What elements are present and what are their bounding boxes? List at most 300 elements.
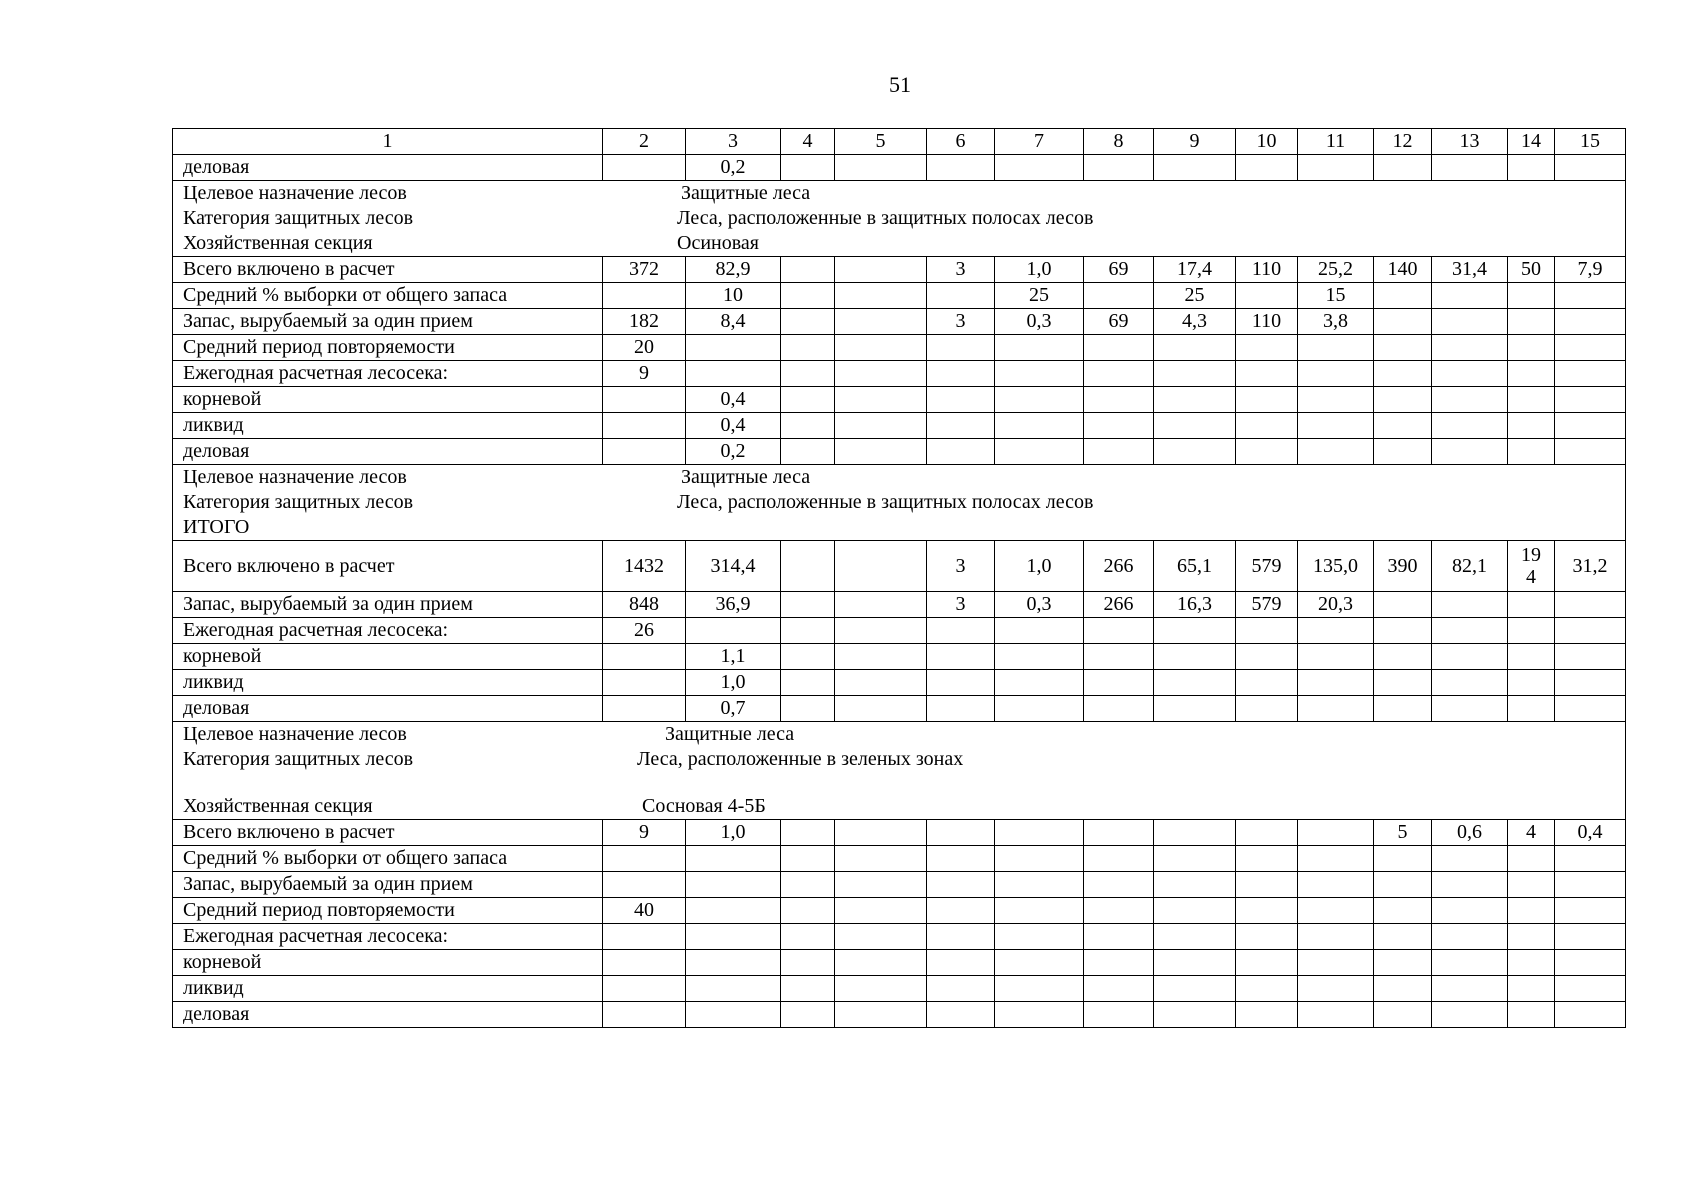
col-14-cell bbox=[1508, 541, 1555, 592]
col-11-cell bbox=[1298, 387, 1374, 413]
col-15-cell bbox=[1555, 644, 1626, 670]
col-2-cell bbox=[603, 976, 686, 1002]
data-row bbox=[173, 644, 1626, 670]
section-info-line bbox=[173, 794, 1625, 819]
col-9-cell bbox=[1154, 1002, 1236, 1028]
col-6-cell bbox=[927, 335, 995, 361]
col-13-cell bbox=[1432, 439, 1508, 465]
col-3-cell bbox=[686, 618, 781, 644]
row-label: Ежегодная расчетная лесосека: bbox=[173, 618, 603, 644]
col-8-cell bbox=[1084, 439, 1154, 465]
col-3-cell: 0,4 bbox=[686, 413, 781, 439]
col-2-cell bbox=[603, 696, 686, 722]
col-2-cell bbox=[603, 846, 686, 872]
col-6-cell bbox=[927, 872, 995, 898]
col-4-cell bbox=[781, 439, 835, 465]
col-9-cell: 4,3 bbox=[1154, 309, 1236, 335]
col-10-cell bbox=[1236, 696, 1298, 722]
col-14-cell bbox=[1508, 335, 1555, 361]
col-3-cell bbox=[686, 335, 781, 361]
col-8-cell bbox=[1084, 618, 1154, 644]
col-8-cell: 266 bbox=[1084, 541, 1154, 592]
col-7-cell bbox=[995, 155, 1084, 181]
col-10-cell: 110 bbox=[1236, 257, 1298, 283]
column-header-5: 5 bbox=[835, 129, 927, 155]
data-row bbox=[173, 155, 1626, 181]
col-3-cell: 10 bbox=[686, 283, 781, 309]
col-14-cell bbox=[1508, 1002, 1555, 1028]
column-header-3: 3 bbox=[686, 129, 781, 155]
section-info-line bbox=[173, 465, 1625, 490]
col-12-cell bbox=[1374, 644, 1432, 670]
col-5-cell bbox=[835, 541, 927, 592]
col-4-cell bbox=[781, 618, 835, 644]
col-7-cell bbox=[995, 618, 1084, 644]
col-14-cell bbox=[1508, 644, 1555, 670]
col-4-cell bbox=[781, 846, 835, 872]
col-14-cell: 50 bbox=[1508, 257, 1555, 283]
section-info-label: Хозяйственная секция bbox=[183, 232, 373, 254]
col-15-cell bbox=[1555, 696, 1626, 722]
section-info-value: Леса, расположенные в защитных полосах лесов bbox=[677, 491, 1094, 513]
col-3-cell bbox=[686, 898, 781, 924]
col-4-cell bbox=[781, 950, 835, 976]
col-14-cell bbox=[1508, 309, 1555, 335]
col-5-cell bbox=[835, 361, 927, 387]
col-15-cell bbox=[1555, 413, 1626, 439]
col-15-cell: 31,2 bbox=[1555, 541, 1626, 592]
section-info-line bbox=[173, 490, 1625, 515]
col-5-cell bbox=[835, 872, 927, 898]
column-header-1: 1 bbox=[173, 129, 603, 155]
col-8-cell bbox=[1084, 820, 1154, 846]
col-15-cell bbox=[1555, 592, 1626, 618]
col-12-cell bbox=[1374, 950, 1432, 976]
col-13-cell bbox=[1432, 696, 1508, 722]
column-header-13: 13 bbox=[1432, 129, 1508, 155]
section-info-line bbox=[173, 231, 1625, 256]
col-10-cell bbox=[1236, 618, 1298, 644]
col-14-cell bbox=[1508, 361, 1555, 387]
col-12-cell bbox=[1374, 155, 1432, 181]
col-9-cell bbox=[1154, 898, 1236, 924]
col-8-cell bbox=[1084, 361, 1154, 387]
section-info-row bbox=[173, 465, 1626, 541]
col-13-cell: 82,1 bbox=[1432, 541, 1508, 592]
col-11-cell bbox=[1298, 439, 1374, 465]
row-label: Средний период повторяемости bbox=[173, 335, 603, 361]
col-15-cell bbox=[1555, 618, 1626, 644]
col-3-cell bbox=[686, 846, 781, 872]
row-label: Запас, вырубаемый за один прием bbox=[173, 872, 603, 898]
col-8-cell bbox=[1084, 696, 1154, 722]
col-3-cell bbox=[686, 361, 781, 387]
col-9-cell bbox=[1154, 820, 1236, 846]
col-13-cell bbox=[1432, 976, 1508, 1002]
col-10-cell bbox=[1236, 820, 1298, 846]
col-7-cell: 25 bbox=[995, 283, 1084, 309]
data-row bbox=[173, 696, 1626, 722]
col-5-cell bbox=[835, 387, 927, 413]
col-5-cell bbox=[835, 846, 927, 872]
col-7-cell bbox=[995, 950, 1084, 976]
col-4-cell bbox=[781, 1002, 835, 1028]
col-12-cell bbox=[1374, 696, 1432, 722]
col-11-cell bbox=[1298, 696, 1374, 722]
col-9-cell bbox=[1154, 155, 1236, 181]
row-label: Запас, вырубаемый за один прием bbox=[173, 592, 603, 618]
col-6-cell bbox=[927, 898, 995, 924]
col-6-cell bbox=[927, 155, 995, 181]
col-7-cell: 1,0 bbox=[995, 257, 1084, 283]
col-4-cell bbox=[781, 335, 835, 361]
column-header-4: 4 bbox=[781, 129, 835, 155]
col-13-cell: 0,6 bbox=[1432, 820, 1508, 846]
col-2-cell: 9 bbox=[603, 820, 686, 846]
col-11-cell bbox=[1298, 644, 1374, 670]
col-6-cell bbox=[927, 846, 995, 872]
row-label: Средний период повторяемости bbox=[173, 898, 603, 924]
col-14-cell bbox=[1508, 924, 1555, 950]
col-10-cell bbox=[1236, 155, 1298, 181]
col-8-cell: 266 bbox=[1084, 592, 1154, 618]
col-12-cell bbox=[1374, 335, 1432, 361]
col-11-cell bbox=[1298, 950, 1374, 976]
col-10-cell bbox=[1236, 1002, 1298, 1028]
column-header-8: 8 bbox=[1084, 129, 1154, 155]
col-9-cell bbox=[1154, 976, 1236, 1002]
col-5-cell bbox=[835, 439, 927, 465]
col-6-cell bbox=[927, 644, 995, 670]
col-11-cell: 3,8 bbox=[1298, 309, 1374, 335]
col-6-cell bbox=[927, 976, 995, 1002]
column-header-7: 7 bbox=[995, 129, 1084, 155]
col-8-cell bbox=[1084, 1002, 1154, 1028]
data-row bbox=[173, 335, 1626, 361]
section-info-cell bbox=[173, 181, 1626, 257]
col-15-cell bbox=[1555, 670, 1626, 696]
section-info-label: Целевое назначение лесов bbox=[183, 466, 407, 488]
col-12-cell bbox=[1374, 670, 1432, 696]
col-15-cell bbox=[1555, 950, 1626, 976]
column-header-15: 15 bbox=[1555, 129, 1626, 155]
row-label: Ежегодная расчетная лесосека: bbox=[173, 361, 603, 387]
col-10-cell bbox=[1236, 846, 1298, 872]
data-row bbox=[173, 950, 1626, 976]
col-2-cell bbox=[603, 670, 686, 696]
col-15-cell bbox=[1555, 846, 1626, 872]
row-label: деловая bbox=[173, 155, 603, 181]
col-3-cell: 0,2 bbox=[686, 439, 781, 465]
section-info-label: Целевое назначение лесов bbox=[183, 723, 407, 745]
section-info-label: Хозяйственная секция bbox=[183, 795, 373, 817]
data-row bbox=[173, 387, 1626, 413]
data-row bbox=[173, 976, 1626, 1002]
col-9-cell bbox=[1154, 924, 1236, 950]
section-info-row bbox=[173, 181, 1626, 257]
col-6-cell bbox=[927, 283, 995, 309]
column-header-6: 6 bbox=[927, 129, 995, 155]
col-10-cell: 579 bbox=[1236, 541, 1298, 592]
row-label: Ежегодная расчетная лесосека: bbox=[173, 924, 603, 950]
col-10-cell bbox=[1236, 644, 1298, 670]
col-4-cell bbox=[781, 976, 835, 1002]
column-header-10: 10 bbox=[1236, 129, 1298, 155]
col-13-cell bbox=[1432, 309, 1508, 335]
col-3-cell bbox=[686, 1002, 781, 1028]
data-row bbox=[173, 872, 1626, 898]
col-3-cell: 36,9 bbox=[686, 592, 781, 618]
col-15-cell bbox=[1555, 976, 1626, 1002]
data-row bbox=[173, 541, 1626, 592]
col-8-cell bbox=[1084, 872, 1154, 898]
col-2-cell bbox=[603, 950, 686, 976]
col-11-cell bbox=[1298, 618, 1374, 644]
row-label: Запас, вырубаемый за один прием bbox=[173, 309, 603, 335]
page-number: 51 bbox=[889, 72, 911, 97]
col-2-cell: 26 bbox=[603, 618, 686, 644]
col-5-cell bbox=[835, 820, 927, 846]
col-5-cell bbox=[835, 413, 927, 439]
data-row bbox=[173, 820, 1626, 846]
col-7-cell bbox=[995, 439, 1084, 465]
col-3-cell: 8,4 bbox=[686, 309, 781, 335]
col-11-cell: 135,0 bbox=[1298, 541, 1374, 592]
col-13-cell bbox=[1432, 283, 1508, 309]
col-10-cell bbox=[1236, 387, 1298, 413]
col-5-cell bbox=[835, 696, 927, 722]
row-label: ликвид bbox=[173, 670, 603, 696]
row-label: деловая bbox=[173, 1002, 603, 1028]
row-label: ликвид bbox=[173, 413, 603, 439]
col-2-cell bbox=[603, 439, 686, 465]
col-2-cell: 182 bbox=[603, 309, 686, 335]
col-4-cell bbox=[781, 361, 835, 387]
data-row bbox=[173, 1002, 1626, 1028]
col-13-cell bbox=[1432, 872, 1508, 898]
col-6-cell bbox=[927, 950, 995, 976]
col-12-cell bbox=[1374, 618, 1432, 644]
col-2-cell: 20 bbox=[603, 335, 686, 361]
col-7-cell: 1,0 bbox=[995, 541, 1084, 592]
col-2-cell bbox=[603, 924, 686, 950]
col-12-cell bbox=[1374, 592, 1432, 618]
col-13-cell bbox=[1432, 335, 1508, 361]
col-8-cell bbox=[1084, 283, 1154, 309]
col-13-cell bbox=[1432, 846, 1508, 872]
forest-calculation-table bbox=[172, 128, 1626, 1028]
col-9-cell bbox=[1154, 846, 1236, 872]
column-header-2: 2 bbox=[603, 129, 686, 155]
section-info-value: Осиновая bbox=[677, 232, 759, 254]
section-info-value: Защитные леса bbox=[681, 182, 811, 204]
row-label: корневой bbox=[173, 950, 603, 976]
col-9-cell: 65,1 bbox=[1154, 541, 1236, 592]
col-8-cell bbox=[1084, 976, 1154, 1002]
data-row bbox=[173, 670, 1626, 696]
col-5-cell bbox=[835, 618, 927, 644]
col-4-cell bbox=[781, 924, 835, 950]
col-15-cell bbox=[1555, 155, 1626, 181]
section-info-label: Категория защитных лесов bbox=[183, 748, 414, 770]
column-header-11: 11 bbox=[1298, 129, 1374, 155]
col-2-cell bbox=[603, 283, 686, 309]
col-2-cell: 848 bbox=[603, 592, 686, 618]
col-12-cell bbox=[1374, 1002, 1432, 1028]
section-info-cell bbox=[173, 722, 1626, 820]
col-4-cell bbox=[781, 696, 835, 722]
col-8-cell bbox=[1084, 670, 1154, 696]
col-14-cell bbox=[1508, 439, 1555, 465]
col-4-cell bbox=[781, 670, 835, 696]
col-7-cell bbox=[995, 846, 1084, 872]
col-11-cell bbox=[1298, 846, 1374, 872]
data-row bbox=[173, 924, 1626, 950]
col-14-cell bbox=[1508, 283, 1555, 309]
col-8-cell bbox=[1084, 155, 1154, 181]
col-4-cell bbox=[781, 155, 835, 181]
col-10-cell bbox=[1236, 361, 1298, 387]
col-9-cell: 16,3 bbox=[1154, 592, 1236, 618]
col-14-cell bbox=[1508, 872, 1555, 898]
col-15-cell bbox=[1555, 872, 1626, 898]
col-2-cell: 40 bbox=[603, 898, 686, 924]
col-7-cell: 0,3 bbox=[995, 309, 1084, 335]
section-info-line bbox=[173, 181, 1625, 206]
col-3-cell: 82,9 bbox=[686, 257, 781, 283]
col-15-cell bbox=[1555, 361, 1626, 387]
col-11-cell: 20,3 bbox=[1298, 592, 1374, 618]
col-11-cell bbox=[1298, 1002, 1374, 1028]
data-row bbox=[173, 618, 1626, 644]
col-12-cell bbox=[1374, 387, 1432, 413]
row-label: корневой bbox=[173, 387, 603, 413]
col-2-cell: 372 bbox=[603, 257, 686, 283]
col-2-cell bbox=[603, 387, 686, 413]
col-10-cell: 579 bbox=[1236, 592, 1298, 618]
col-9-cell bbox=[1154, 387, 1236, 413]
col-5-cell bbox=[835, 257, 927, 283]
section-info-line bbox=[173, 772, 1625, 794]
col-14-cell bbox=[1508, 670, 1555, 696]
col-7-cell bbox=[995, 872, 1084, 898]
col-8-cell bbox=[1084, 335, 1154, 361]
col-6-cell bbox=[927, 670, 995, 696]
col-13-cell bbox=[1432, 644, 1508, 670]
row-label: Средний % выборки от общего запаса bbox=[173, 846, 603, 872]
col-6-cell bbox=[927, 924, 995, 950]
col-11-cell bbox=[1298, 670, 1374, 696]
col-12-cell bbox=[1374, 924, 1432, 950]
data-row bbox=[173, 846, 1626, 872]
column-header-9: 9 bbox=[1154, 129, 1236, 155]
col-4-cell bbox=[781, 898, 835, 924]
section-info-line bbox=[173, 722, 1625, 747]
col-10-cell bbox=[1236, 670, 1298, 696]
col-10-cell bbox=[1236, 413, 1298, 439]
column-header-12: 12 bbox=[1374, 129, 1432, 155]
col-3-cell: 1,0 bbox=[686, 670, 781, 696]
col-14-cell bbox=[1508, 387, 1555, 413]
col-5-cell bbox=[835, 976, 927, 1002]
col-11-cell bbox=[1298, 413, 1374, 439]
col-15-cell: 0,4 bbox=[1555, 820, 1626, 846]
col-2-cell: 1432 bbox=[603, 541, 686, 592]
col-3-cell bbox=[686, 872, 781, 898]
col-4-cell bbox=[781, 820, 835, 846]
row-label: деловая bbox=[173, 439, 603, 465]
col-12-cell bbox=[1374, 439, 1432, 465]
col-12-cell: 390 bbox=[1374, 541, 1432, 592]
col-8-cell bbox=[1084, 644, 1154, 670]
col-6-cell bbox=[927, 413, 995, 439]
col-12-cell bbox=[1374, 976, 1432, 1002]
col-7-cell bbox=[995, 335, 1084, 361]
value-part: 19 bbox=[1521, 544, 1541, 566]
col-9-cell bbox=[1154, 644, 1236, 670]
col-14-cell: 4 bbox=[1508, 820, 1555, 846]
col-6-cell: 3 bbox=[927, 592, 995, 618]
col-9-cell bbox=[1154, 618, 1236, 644]
col-4-cell bbox=[781, 872, 835, 898]
value-part: 4 bbox=[1526, 566, 1536, 588]
col-5-cell bbox=[835, 335, 927, 361]
col-6-cell bbox=[927, 696, 995, 722]
col-11-cell bbox=[1298, 335, 1374, 361]
col-7-cell bbox=[995, 644, 1084, 670]
col-4-cell bbox=[781, 644, 835, 670]
section-info-value: Леса, расположенные в защитных полосах лесов bbox=[677, 207, 1094, 229]
col-3-cell: 0,4 bbox=[686, 387, 781, 413]
col-15-cell bbox=[1555, 283, 1626, 309]
col-7-cell bbox=[995, 670, 1084, 696]
col-14-cell bbox=[1508, 898, 1555, 924]
col-9-cell bbox=[1154, 950, 1236, 976]
section-info-line bbox=[173, 747, 1625, 772]
col-15-cell bbox=[1555, 898, 1626, 924]
col-6-cell bbox=[927, 820, 995, 846]
col-15-cell bbox=[1555, 387, 1626, 413]
col-13-cell bbox=[1432, 924, 1508, 950]
col-9-cell bbox=[1154, 335, 1236, 361]
col-15-cell bbox=[1555, 439, 1626, 465]
col-12-cell bbox=[1374, 413, 1432, 439]
row-label: Всего включено в расчет bbox=[173, 257, 603, 283]
col-2-cell bbox=[603, 1002, 686, 1028]
col-3-cell: 0,7 bbox=[686, 696, 781, 722]
section-info-label: Целевое назначение лесов bbox=[183, 182, 407, 204]
col-10-cell bbox=[1236, 335, 1298, 361]
col-3-cell: 0,2 bbox=[686, 155, 781, 181]
section-info-line bbox=[173, 206, 1625, 231]
col-6-cell bbox=[927, 1002, 995, 1028]
col-11-cell bbox=[1298, 155, 1374, 181]
col-14-cell bbox=[1508, 950, 1555, 976]
col-8-cell bbox=[1084, 950, 1154, 976]
col-5-cell bbox=[835, 283, 927, 309]
col-7-cell bbox=[995, 976, 1084, 1002]
col-4-cell bbox=[781, 309, 835, 335]
col-14-cell bbox=[1508, 696, 1555, 722]
col-15-cell bbox=[1555, 1002, 1626, 1028]
data-row bbox=[173, 439, 1626, 465]
col-7-cell: 0,3 bbox=[995, 592, 1084, 618]
column-header-14: 14 bbox=[1508, 129, 1555, 155]
row-label: корневой bbox=[173, 644, 603, 670]
col-2-cell bbox=[603, 644, 686, 670]
col-8-cell: 69 bbox=[1084, 257, 1154, 283]
data-row bbox=[173, 592, 1626, 618]
